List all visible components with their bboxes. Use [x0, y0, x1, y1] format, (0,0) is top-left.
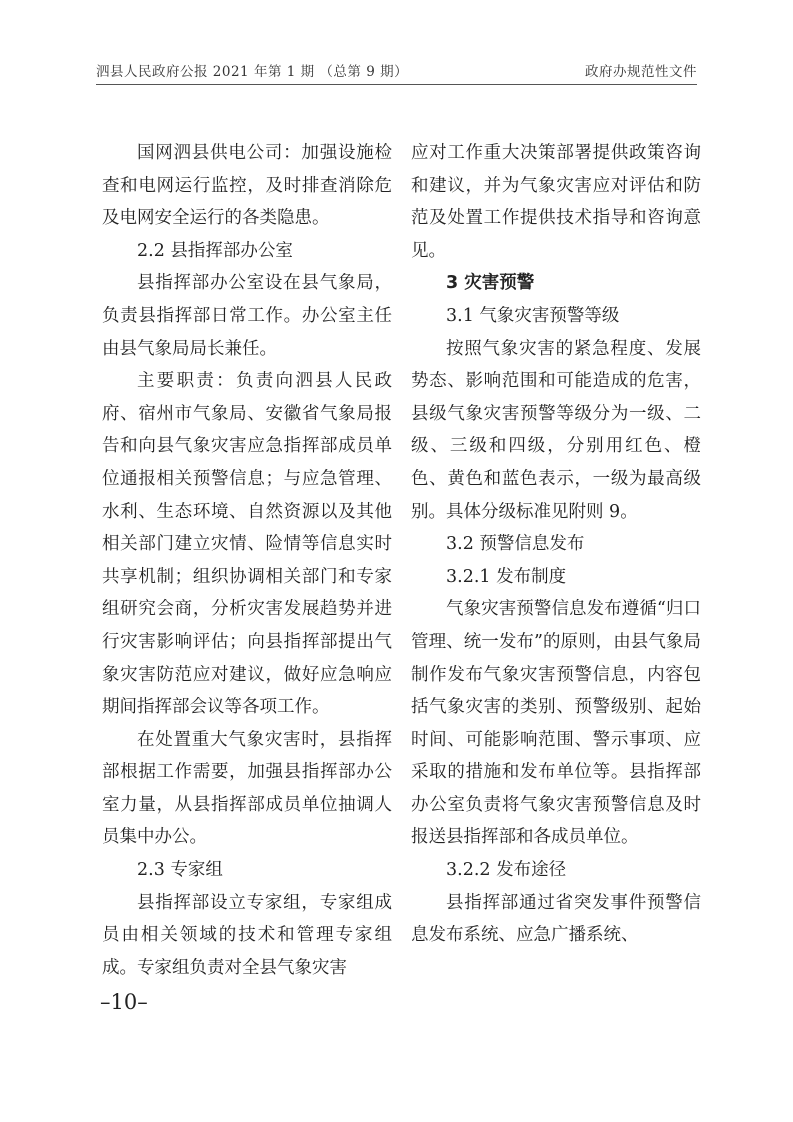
paragraph: 县指挥部通过省突发事件预警信息发布系统、应急广播系统、	[411, 892, 701, 946]
section-heading: 2.2 县指挥部办公室	[137, 240, 293, 261]
header-publication: 泗县人民政府公报 2021 年第 1 期 （总第 9 期）	[96, 64, 409, 80]
left-column	[102, 137, 392, 984]
paragraph: 县指挥部办公室设在县气象局，负责县指挥部日常工作。办公室主任由县气象局局长兼任。	[102, 273, 392, 359]
section-heading: 3.2.1 发布制度	[446, 566, 567, 587]
section-heading: 3.1 气象灾害预警等级	[446, 305, 620, 326]
running-header	[96, 58, 697, 82]
header-rule	[96, 84, 697, 85]
paragraph: 应对工作重大决策部署提供政策咨询和建议，并为气象灾害应对评估和防范及处置工作提供技术指导和咨询意见。	[411, 143, 701, 261]
section-heading: 2.3 专家组	[137, 860, 223, 881]
paragraph: 按照气象灾害的紧急程度、发展势态、影响范围和可能造成的危害，县级气象灾害预警等级分为一级、二级、三级和四级，分别用红色、橙色、黄色和蓝色表示，一级为最高级别。具体分级标准见附则 9。	[411, 338, 701, 522]
section-heading: 3.2.2 发布途径	[446, 860, 567, 881]
paragraph: 在处置重大气象灾害时，县指挥部根据工作需要，加强县指挥部办公室力量，从县指挥部成员单位抽调人员集中办公。	[102, 729, 392, 848]
paragraph: 县指挥部设立专家组，专家组成员由相关领域的技术和管理专家组成。专家组负责对全县气象灾害	[102, 892, 392, 978]
page-number: –10–	[100, 990, 148, 1014]
paragraph: 主要职责：负责向泗县人民政府、宿州市气象局、安徽省气象局报告和向县气象灾害应急指挥部成员单位通报相关预警信息；与应急管理、水利、生态环境、自然资源以及其他相关部门建立灾情、险情等信息实时共享机制；组织协调相关部门和专家组研究会商，分析灾害发展趋势并进行灾害影响评估；向县指挥部提出气象灾害防范应对建议，做好应急响应期间指挥部会议等各项工作。	[102, 371, 392, 718]
section-heading: 3 灾害预警	[446, 273, 535, 294]
header-section: 政府办规范性文件	[585, 64, 697, 80]
right-column	[411, 137, 701, 952]
section-heading: 3.2 预警信息发布	[446, 534, 585, 555]
paragraph: 国网泗县供电公司：加强设施检查和电网运行监控，及时排查消除危及电网安全运行的各类隐患。	[102, 143, 392, 229]
paragraph: 气象灾害预警信息发布遵循“归口管理、统一发布”的原则，由县气象局制作发布气象灾害预警信息，内容包括气象灾害的类别、预警级别、起始时间、可能影响范围、警示事项、应采取的措施和发布单位等。县指挥部办公室负责将气象灾害预警信息及时报送县指挥部和各成员单位。	[411, 599, 701, 848]
